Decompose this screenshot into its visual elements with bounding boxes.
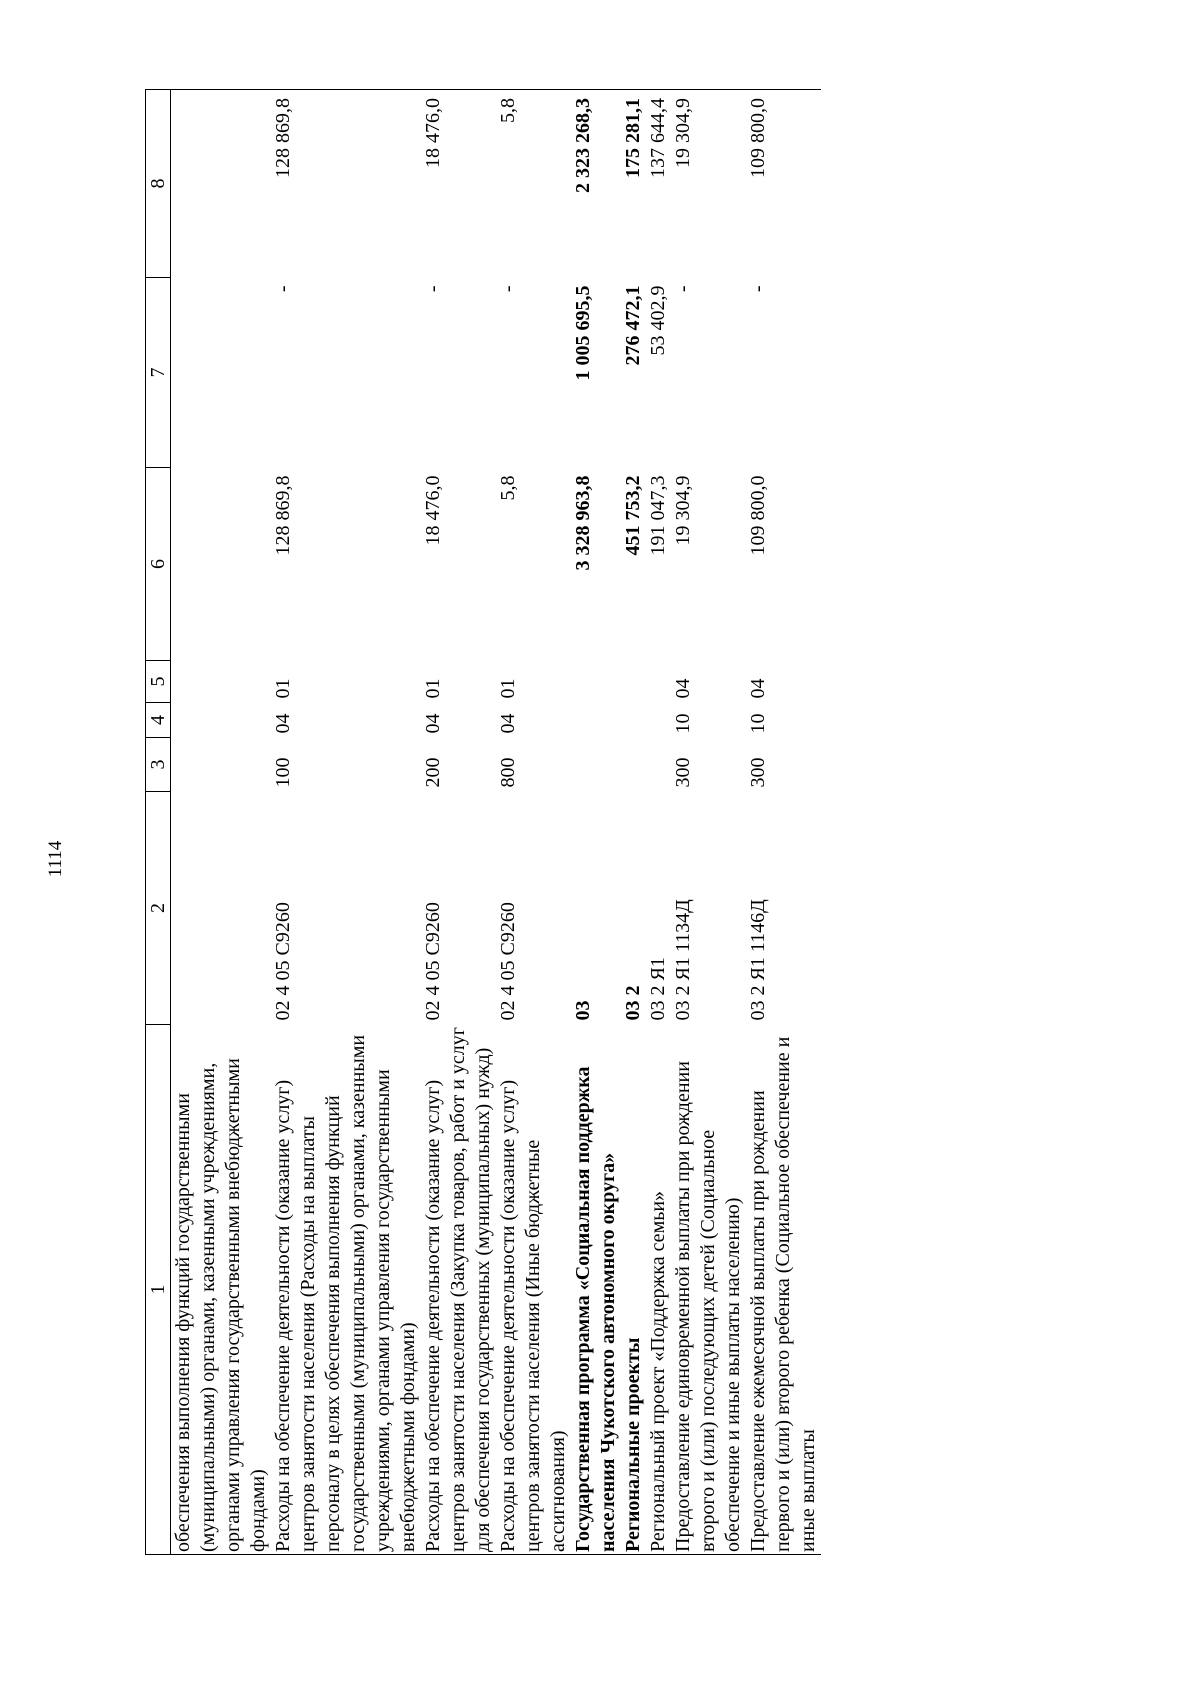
column-number-row — [146, 90, 171, 1555]
target-article-code: 02 4 05 С9260 — [497, 902, 519, 1021]
expense-type-code: 300 — [672, 757, 694, 788]
col-header-8: 8 — [146, 90, 171, 278]
amount-federal: 276 472,1 — [622, 285, 644, 366]
target-article-code: 03 2 Я1 1146Д — [747, 899, 769, 1021]
budget-table — [145, 89, 821, 1555]
subsection-code: 01 — [272, 678, 294, 699]
row-name: Расходы на обеспечение деятельности (оказание услуг) центров занятости населения (Закупка товаров, работ и услуг для обеспечения государственных (муниципальных) нужд) — [422, 1027, 494, 1552]
amount-federal: - — [747, 285, 769, 293]
amount-regional: 128 869,8 — [272, 98, 294, 178]
amount-regional — [171, 90, 272, 278]
section-code — [571, 703, 621, 738]
target-article-code — [171, 792, 272, 1025]
col-header-7: 7 — [146, 278, 171, 468]
expense-type-code — [171, 738, 272, 792]
table-row — [171, 90, 272, 1555]
expense-type-code — [646, 738, 671, 792]
amount-regional: 175 281,1 — [622, 98, 644, 178]
expense-type-code — [571, 738, 621, 792]
amount-total: 3 328 963,8 — [572, 475, 594, 571]
section-code — [621, 703, 646, 738]
amount-total — [171, 468, 272, 661]
row-name: Предоставление единовременной выплаты при рождении второго и (или) последующих детей (Социальное обеспечение и иные выплаты населению) — [672, 1061, 744, 1552]
col-header-3: 3 — [146, 738, 171, 792]
amount-total: 128 869,8 — [272, 475, 294, 556]
target-article-code: 03 — [572, 1000, 594, 1021]
row-name: Государственная программа «Социальная поддержка населения Чукотского автономного округа» — [572, 1066, 619, 1552]
row-name: Расходы на обеспечение деятельности (оказание услуг) центров занятости населения (Расходы на выплаты персоналу в целях обеспечения выполнения функций государственными (муниципальными) органами, казенными учреждениями, органами управления государственными внебюджетными фондами) — [272, 1034, 419, 1552]
target-article-code: 03 2 — [622, 985, 644, 1021]
table-row — [421, 90, 496, 1555]
col-header-1: 1 — [146, 1025, 171, 1555]
amount-regional: 18 476,0 — [422, 98, 444, 168]
col-header-5: 5 — [146, 661, 171, 703]
page-number: 1114 — [45, 840, 66, 878]
col-header-2: 2 — [146, 792, 171, 1025]
amount-regional: 137 644,4 — [647, 98, 669, 178]
amount-total: 191 047,3 — [647, 475, 669, 556]
amount-total: 18 476,0 — [422, 475, 444, 546]
subsection-code — [646, 661, 671, 703]
table-row — [646, 90, 671, 1555]
amount-federal: 53 402,9 — [647, 285, 669, 356]
amount-regional: 5,8 — [497, 98, 519, 123]
table-row — [671, 90, 746, 1555]
subsection-code: 01 — [422, 678, 444, 699]
amount-total: 109 800,0 — [747, 475, 769, 556]
amount-total: 451 753,2 — [622, 475, 644, 556]
amount-federal: 1 005 695,5 — [572, 285, 594, 381]
subsection-code: 04 — [672, 678, 694, 699]
target-article-code: 03 2 Я1 1134Д — [672, 899, 694, 1021]
section-code: 04 — [497, 713, 519, 734]
subsection-code — [171, 661, 272, 703]
table-row — [571, 90, 621, 1555]
section-code — [646, 703, 671, 738]
row-name: Региональные проекты — [622, 1337, 644, 1552]
section-code: 04 — [272, 713, 294, 734]
col-header-6: 6 — [146, 468, 171, 661]
section-code: 10 — [672, 713, 694, 734]
table-body — [171, 90, 822, 1555]
table-row — [496, 90, 571, 1555]
target-article-code: 02 4 05 С9260 — [272, 902, 294, 1021]
section-code — [171, 703, 272, 738]
subsection-code — [571, 661, 621, 703]
expense-type-code: 800 — [497, 757, 519, 788]
amount-federal: - — [272, 285, 294, 293]
amount-total: 5,8 — [497, 475, 519, 501]
expense-type-code: 200 — [422, 757, 444, 788]
row-name: Региональный проект «Поддержка семьи» — [647, 1190, 669, 1552]
section-code: 10 — [747, 713, 769, 734]
amount-federal: - — [422, 285, 444, 293]
amount-regional: 19 304,9 — [672, 98, 694, 168]
expense-type-code — [621, 738, 646, 792]
amount-federal — [171, 278, 272, 468]
subsection-code: 04 — [747, 678, 769, 699]
expense-type-code: 100 — [272, 757, 294, 788]
row-name: Расходы на обеспечение деятельности (оказание услуг) центров занятости населения (Иные бюджетные ассигнования) — [497, 1079, 569, 1552]
target-article-code: 02 4 05 С9260 — [422, 902, 444, 1021]
target-article-code: 03 2 Я1 — [647, 957, 669, 1021]
amount-regional: 2 323 268,3 — [572, 98, 594, 193]
amount-total: 19 304,9 — [672, 475, 694, 546]
rotated-page — [145, 90, 1005, 1555]
amount-federal: - — [497, 285, 519, 293]
table-row — [271, 90, 421, 1555]
subsection-code — [621, 661, 646, 703]
row-name: Предоставление ежемесячной выплаты при рождении первого и (или) второго ребенка (Социальное обеспечение и иные выплаты — [747, 1036, 819, 1552]
subsection-code: 01 — [497, 678, 519, 699]
section-code: 04 — [422, 713, 444, 734]
table-row — [621, 90, 646, 1555]
expense-type-code: 300 — [747, 757, 769, 788]
table-row — [746, 90, 821, 1555]
col-header-4: 4 — [146, 703, 171, 738]
amount-regional: 109 800,0 — [747, 98, 769, 178]
row-name: обеспечения выполнения функций государственными (муниципальными) органами, казенными учреждениями, органами управления государственными внебюджетными фондами) — [172, 1058, 269, 1552]
amount-federal: - — [672, 285, 694, 293]
